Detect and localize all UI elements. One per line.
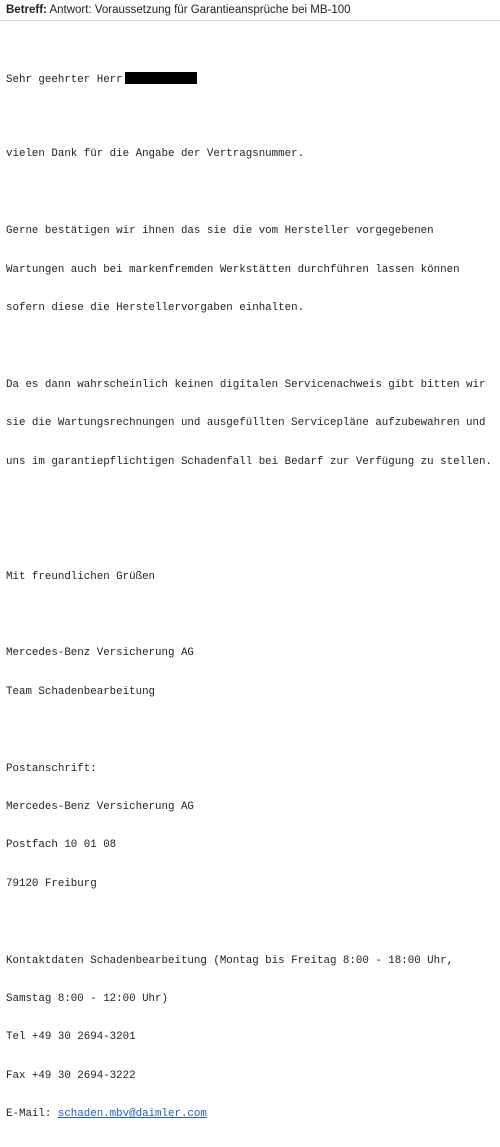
para2-line-3: uns im garantiepflichtigen Schadenfall bei Bedarf zur Verfügung zu stellen. xyxy=(6,455,492,468)
postal-label: Postanschrift: xyxy=(6,762,97,775)
salutation-text: Sehr geehrter Herr xyxy=(6,73,123,86)
email-label: E-Mail: xyxy=(6,1108,58,1121)
subject-header xyxy=(6,3,351,17)
subject-text: Antwort: Voraussetzung für Garantieansprüche bei MB-100 xyxy=(49,4,351,16)
para1-line-1: Gerne bestätigen wir ihnen das sie die vom Hersteller vorgegebenen xyxy=(6,225,434,238)
contact-line-2: Samstag 8:00 - 12:00 Uhr) xyxy=(6,992,168,1005)
contact-line-1: Kontaktdaten Schadenbearbeitung (Montag bis Freitag 8:00 - 18:00 Uhr, xyxy=(6,954,454,967)
fax-line: Fax +49 30 2694-3222 xyxy=(6,1069,136,1082)
closing-line: Mit freundlichen Grüßen xyxy=(6,570,156,583)
redacted-name xyxy=(125,72,197,84)
para2-line-2: sie die Wartungsrechnungen und ausgefüllten Servicepläne aufzubewahren und xyxy=(6,417,486,430)
subject-label: Betreff: xyxy=(6,4,47,16)
para1-line-2: Wartungen auch bei markenfremden Werkstätten durchführen lassen können xyxy=(6,263,460,276)
postal-company: Mercedes-Benz Versicherung AG xyxy=(6,801,194,814)
header-divider xyxy=(0,20,500,21)
postal-box: Postfach 10 01 08 xyxy=(6,839,117,852)
team-line: Team Schadenbearbeitung xyxy=(6,685,156,698)
para2-line-1: Da es dann wahrscheinlich keinen digitalen Servicenachweis gibt bitten wir xyxy=(6,378,486,391)
para1-line-3: sofern diese die Herstellervorgaben einhalten. xyxy=(6,301,305,314)
thanks-line: vielen Dank für die Angabe der Vertragsnummer. xyxy=(6,148,305,161)
salutation-line xyxy=(6,72,492,85)
email-link[interactable]: schaden.mbv@daimler.com xyxy=(57,1108,207,1121)
email-line xyxy=(6,1108,492,1121)
tel-line: Tel +49 30 2694-3201 xyxy=(6,1031,136,1044)
company-line: Mercedes-Benz Versicherung AG xyxy=(6,647,194,660)
postal-city: 79120 Freiburg xyxy=(6,877,97,890)
email-body xyxy=(6,46,492,1147)
